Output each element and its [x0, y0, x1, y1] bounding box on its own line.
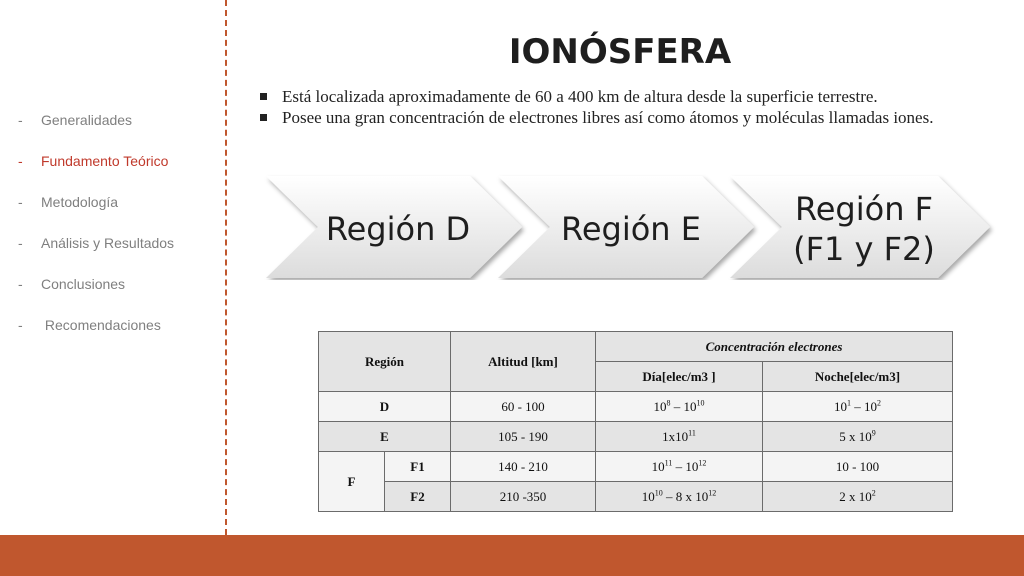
nav-item-generalidades[interactable]: - Generalidades — [18, 112, 133, 128]
cell-altitude: 140 - 210 — [451, 452, 596, 482]
cell-day: $10^{10} - 8$ x $10^{12}$ — [596, 482, 763, 512]
nav-label: Recomendaciones — [41, 317, 161, 333]
cell-night: 2 x $10^2$ — [763, 482, 953, 512]
cell-subregion-f1: F1 — [385, 452, 451, 482]
bullet-square-icon — [260, 114, 267, 121]
table-row — [319, 482, 953, 512]
nav-item-analisis-resultados[interactable]: - Análisis y Resultados — [18, 235, 175, 251]
table-row — [319, 392, 953, 422]
nav-label: Análisis y Resultados — [41, 235, 175, 251]
cell-day: $1x10^{11}$ — [596, 422, 763, 452]
nav-item-recomendaciones[interactable]: - Recomendaciones — [18, 317, 161, 333]
nav-label: Generalidades — [41, 112, 133, 128]
cell-night: $10^1 - 10^2$ — [763, 392, 953, 422]
bullet-item: Posee una gran concentración de electrones libres así como átomos y moléculas llamadas iones. — [258, 107, 958, 128]
table-row — [319, 422, 953, 452]
cell-altitude: 210 -350 — [451, 482, 596, 512]
region-d-label: Región D — [325, 210, 471, 248]
vertical-divider — [225, 0, 227, 535]
table-row — [319, 452, 953, 482]
nav-label: Conclusiones — [41, 276, 126, 292]
nav-item-conclusiones[interactable]: - Conclusiones — [18, 276, 126, 292]
cell-subregion-f2: F2 — [385, 482, 451, 512]
chevron-region-d — [266, 176, 522, 278]
header-altitude: Altitud [km] — [451, 332, 596, 392]
region-e-label: Región E — [561, 210, 701, 248]
cell-day: $10^{11} - 10^{12}$ — [596, 452, 763, 482]
nav-item-fundamento-teorico[interactable]: - Fundamento Teórico — [18, 153, 169, 169]
cell-night: 5 x $10^9$ — [763, 422, 953, 452]
cell-region-f: F — [319, 452, 385, 512]
electron-concentration-table — [318, 331, 953, 512]
header-concentration: Concentración electrones — [596, 332, 953, 362]
cell-day: $10^8 - 10^{10}$ — [596, 392, 763, 422]
header-day: Día[elec/m3 ] — [596, 362, 763, 392]
header-region: Región — [319, 332, 451, 392]
cell-region-e: E — [319, 422, 451, 452]
bullet-item: Está localizada aproximadamente de 60 a 400 km de altura desde la superficie terrestre. — [258, 86, 958, 107]
cell-region-d: D — [319, 392, 451, 422]
header-night: Noche[elec/m3] — [763, 362, 953, 392]
chevron-region-e — [498, 176, 754, 278]
region-chevrons — [262, 174, 1002, 280]
bullet-square-icon — [260, 93, 267, 100]
sidebar-nav — [18, 112, 174, 358]
nav-label: Metodología — [41, 194, 119, 210]
nav-item-metodologia[interactable]: - Metodología — [18, 194, 119, 210]
bullet-list — [258, 86, 958, 128]
chevron-region-f — [730, 176, 990, 278]
nav-label: Fundamento Teórico — [41, 153, 169, 169]
bottom-accent-bar — [0, 535, 1024, 576]
cell-night: 10 - 100 — [763, 452, 953, 482]
region-f-label-line1: Región F — [794, 190, 934, 228]
page-title: IONÓSFERA — [508, 32, 732, 72]
cell-altitude: 60 - 100 — [451, 392, 596, 422]
region-f-label-line2: (F1 y F2) — [793, 230, 935, 268]
cell-altitude: 105 - 190 — [451, 422, 596, 452]
